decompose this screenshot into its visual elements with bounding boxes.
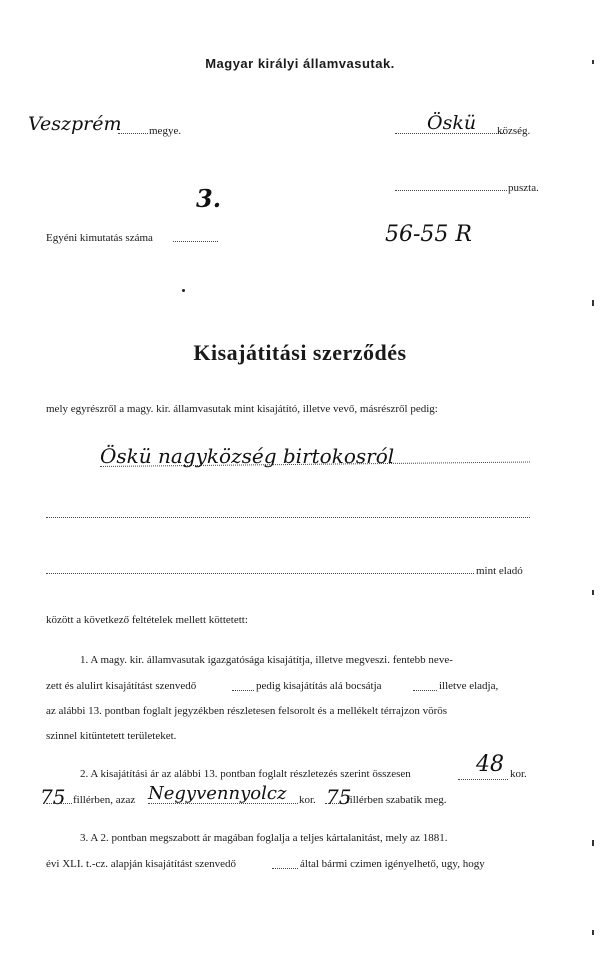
ink-dot	[182, 289, 185, 292]
between-text: között a következő feltételek mellett köttetett:	[46, 614, 248, 626]
p2-words-handwritten: Negyvennyolcz	[148, 783, 287, 804]
p2-dots-words	[148, 803, 298, 804]
seller-handwritten: Öskü nagyközség birtokosról	[100, 444, 395, 468]
p2-dots-filler	[46, 803, 72, 804]
scan-mark	[592, 930, 594, 935]
p2-amount-kor: 48	[476, 752, 504, 777]
county-handwritten: Veszprém	[28, 113, 122, 135]
p1-line-2a: zett és alulirt kisajátítást szenvedő	[46, 680, 197, 692]
county-label: megye.	[149, 125, 182, 137]
seller-line-3	[46, 573, 474, 574]
p2-amount-filler: 75	[40, 785, 66, 809]
puszta-dots	[395, 190, 507, 191]
page-header: Magyar királyi államvasutak.	[205, 56, 395, 71]
p1-line-3: az alábbi 13. pontban foglalt jegyzékben részletesen felsorolt és a mellékelt térrajzon vörös	[46, 705, 448, 717]
county-dots	[118, 133, 148, 134]
p2-line-2b: kor.	[299, 794, 316, 806]
intro-text: mely egyrészről a magy. kir. államvasutak mint kisajátító, illetve vevő, másrészről pedig:	[46, 403, 438, 415]
number-handwritten: 3.	[196, 184, 222, 213]
scan-mark	[592, 840, 594, 846]
scan-mark	[592, 300, 594, 306]
p1-line-2c: illetve eladja,	[439, 680, 499, 692]
p1-dots-1	[232, 690, 254, 691]
p3-dots	[272, 868, 298, 869]
statement-dots	[173, 241, 218, 242]
p1-dots-2	[413, 690, 437, 691]
seller-line-2	[46, 517, 530, 518]
puszta-label: puszta.	[508, 182, 539, 194]
statement-handwritten: 56-55 R	[385, 222, 472, 247]
seller-label: mint eladó	[476, 565, 523, 577]
p2-line-1: 2. A kisajátítási ár az alábbi 13. pontban foglalt részletezés szerint összesen	[80, 768, 411, 780]
scan-mark	[592, 590, 594, 595]
p3-line-2b: által bármi czimen igényelhető, ugy, hogy	[300, 858, 485, 870]
p2-line-2c: fillérben szabatik meg.	[346, 794, 447, 806]
document-title: Kisajátitási szerződés	[193, 340, 407, 365]
p2-kor-label: kor.	[510, 768, 527, 780]
p2-dots-filler2	[325, 803, 345, 804]
p3-line-2a: évi XLI. t.-cz. alapján kisajátítást szenvedő	[46, 858, 236, 870]
village-label: község.	[497, 125, 531, 137]
village-handwritten: Öskü	[427, 112, 477, 134]
p1-line-2b: pedig kisajátítás alá bocsátja	[256, 680, 382, 692]
p1-line-4: szinnel kitüntetett területeket.	[46, 730, 177, 742]
p2-line-2a: fillérben, azaz	[73, 794, 136, 806]
p2-dots-kor	[458, 779, 508, 780]
p1-line-1: 1. A magy. kir. államvasutak igazgatósága kisajátítja, illetve megveszi. fentebb neve-	[80, 654, 453, 666]
p2-amount-filler2: 75	[326, 785, 352, 809]
scan-mark	[592, 60, 594, 64]
p3-line-1: 3. A 2. pontban megszabott ár magában foglalja a teljes kártalanitást, mely az 1881.	[80, 832, 448, 844]
statement-label: Egyéni kimutatás száma	[46, 232, 153, 244]
